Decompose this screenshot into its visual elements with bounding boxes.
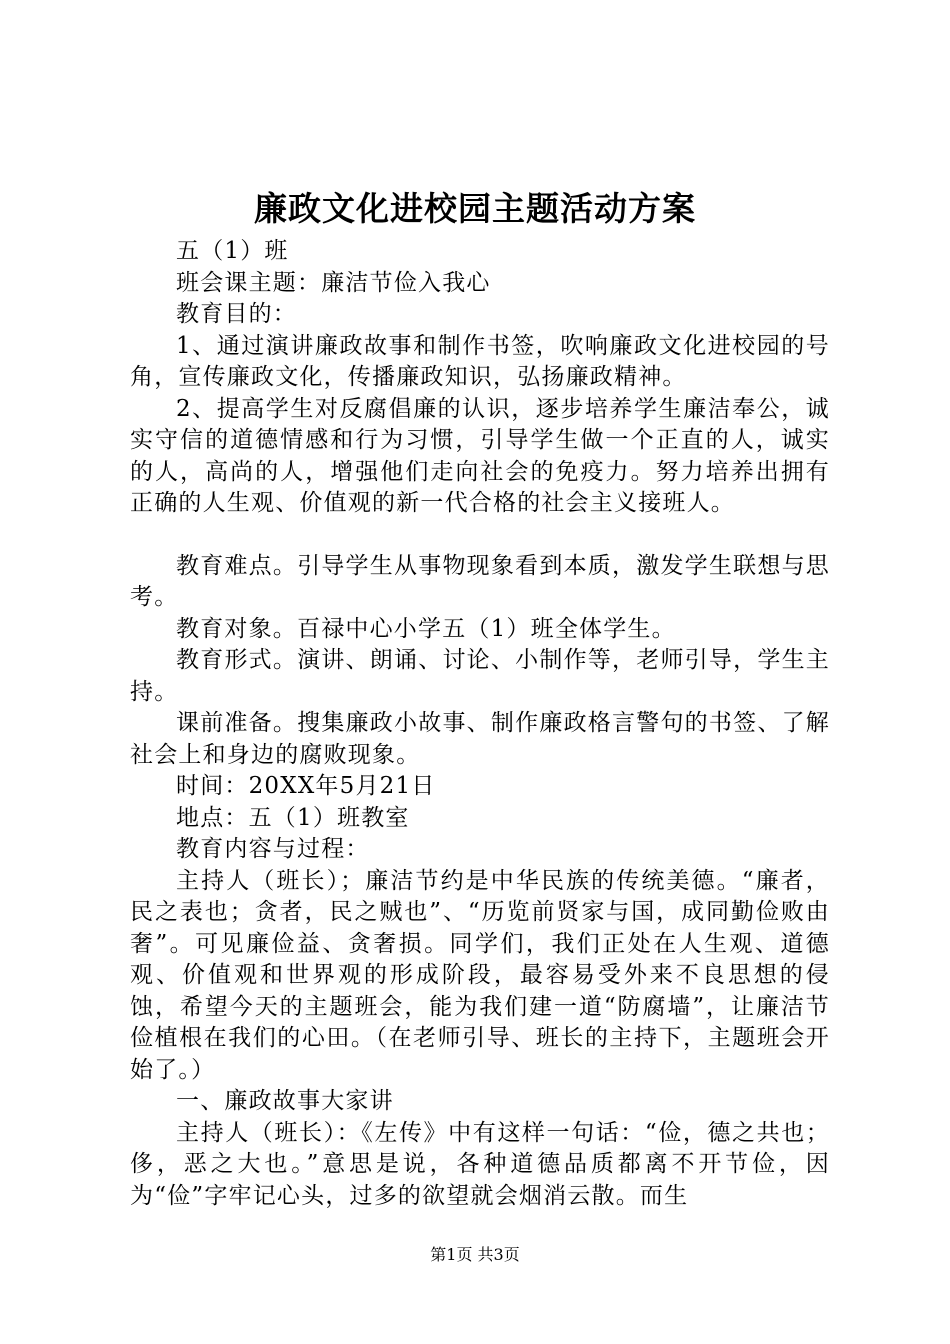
paragraph-theme: 班会课主题：廉洁节俭入我心: [176, 269, 491, 296]
paragraph-preparation: 课前准备。搜集廉政小故事、制作廉政格言警句的书签、了解社会上和身边的腐败现象。: [130, 710, 830, 768]
paragraph-class: 五（1）班: [176, 238, 289, 264]
paragraph-goal-1: 1、通过演讲廉政故事和制作书签，吹响廉政文化进校园的号角，宣传廉政文化，传播廉政知识，弘扬廉政精神。: [130, 332, 830, 390]
page-footer: 第1页 共3页: [430, 1245, 520, 1264]
document-title: 廉政文化进校园主题活动方案: [254, 189, 696, 228]
paragraph-audience: 教育对象。百禄中心小学五（1）班全体学生。: [176, 615, 676, 642]
paragraph-format: 教育形式。演讲、朗诵、讨论、小制作等，老师引导，学生主持。: [130, 647, 830, 705]
document-body: [130, 236, 830, 1212]
paragraph-section-1-body: 主持人（班长）：《左传》中有这样一句话：“俭，德之共也；侈，恶之大也。”意思是说，各种道德品质都离不开节俭，因为“俭”字牢记心头，过多的欲望就会烟消云散。而生: [130, 1119, 830, 1209]
paragraph-process-heading: 教育内容与过程：: [176, 836, 370, 862]
paragraph-difficulty: 教育难点。引导学生从事物现象看到本质，激发学生联想与思考。: [130, 552, 830, 610]
paragraph-time: 时间：20XX年5月21日: [176, 773, 436, 799]
paragraph-place: 地点：五（1）班教室: [176, 804, 410, 831]
paragraph-section-1-heading: 一、廉政故事大家讲: [176, 1088, 394, 1114]
paragraph-goal-2: 2、提高学生对反腐倡廉的认识，逐步培养学生廉洁奉公，诚实守信的道德情感和行为习惯，引导学生做一个正直的人，诚实的人，高尚的人，增强他们走向社会的免疫力。努力培养出拥有正确的人生观、价值观的新一代合格的社会主义接班人。: [130, 395, 830, 516]
paragraph-goal-heading: 教育目的：: [176, 301, 297, 327]
paragraph-host-intro: 主持人（班长）；廉洁节约是中华民族的传统美德。“廉者，民之表也；贪者，民之贼也”、“历览前贤家与国，成同勤俭败由奢”。可见廉俭益、贪奢损。同学们，我们正处在人生观、道德观、价值观和世界观的形成阶段，最容易受外来不良思想的侵蚀，希望今天的主题班会，能为我们建一道“防腐墙”，让廉洁节俭植根在我们的心田。（在老师引导、班长的主持下，主题班会开始了。）: [130, 867, 830, 1083]
